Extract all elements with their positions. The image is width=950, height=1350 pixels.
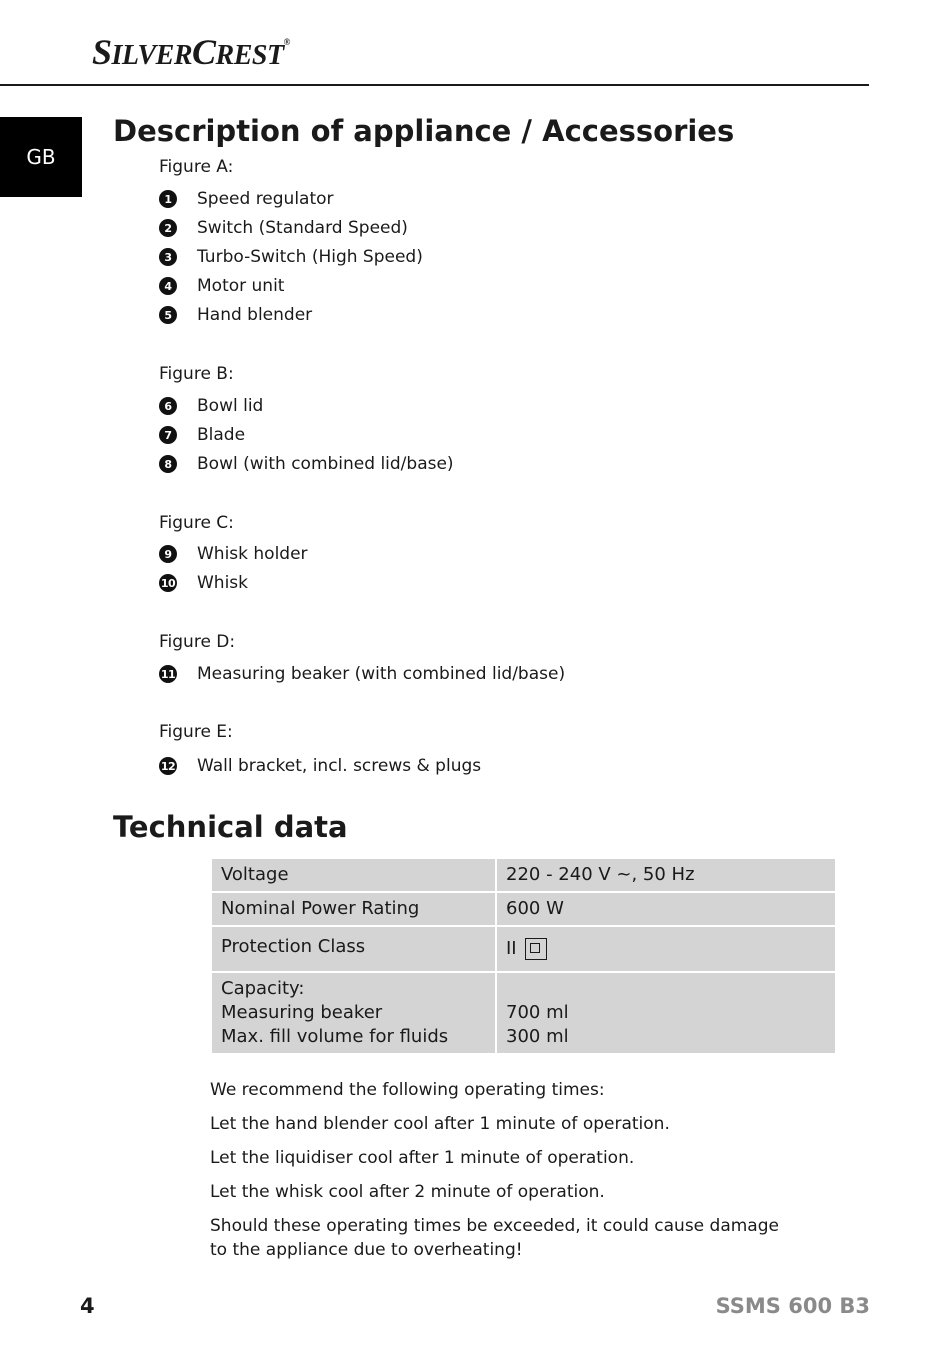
item-number-badge: 11 [159, 665, 177, 683]
table-row [212, 973, 835, 1053]
table-row [212, 893, 835, 925]
table-cell: Capacity: Measuring beaker Max. fill volume for fluids [212, 973, 495, 1053]
list-item: 11 Measuring beaker (with combined lid/base) [160, 664, 566, 684]
list-item: 10 Whisk [160, 573, 249, 593]
model-number: SSMS 600 B3 [715, 1294, 870, 1318]
header-divider [0, 84, 869, 86]
list-item: 8 Bowl (with combined lid/base) [159, 454, 454, 474]
figure-e-label: Figure E: [159, 722, 233, 742]
figure-b-label: Figure B: [159, 364, 234, 384]
item-number-badge: 2 [159, 219, 177, 237]
item-number-badge: 12 [159, 757, 177, 775]
table-cell: Protection Class [212, 927, 495, 971]
language-tab: GB [0, 117, 82, 197]
item-number-badge: 7 [159, 426, 177, 444]
note-paragraph: Let the hand blender cool after 1 minute of operation. [210, 1114, 670, 1134]
brand-logo: SILVERCREST® [92, 32, 290, 72]
table-row [212, 927, 835, 971]
item-number-badge: 8 [159, 455, 177, 473]
item-number-badge: 1 [159, 190, 177, 208]
figure-d-label: Figure D: [159, 632, 236, 652]
list-item: 7 Blade [159, 425, 245, 445]
list-item: 6 Bowl lid [159, 396, 263, 416]
note-paragraph: Should these operating times be exceeded, it could cause damage to the appliance due to overheating! [210, 1216, 779, 1260]
note-paragraph: We recommend the following operating times: [210, 1080, 605, 1100]
item-number-badge: 4 [159, 277, 177, 295]
protection-class-ii-icon [525, 938, 547, 960]
table-cell: 700 ml 300 ml [497, 973, 835, 1053]
figure-c-label: Figure C: [159, 513, 234, 533]
list-item: 12 Wall bracket, incl. screws & plugs [160, 756, 482, 776]
item-number-badge: 5 [159, 306, 177, 324]
section-title-technical-data: Technical data [113, 810, 348, 844]
item-number-badge: 3 [159, 248, 177, 266]
item-number-badge: 6 [159, 397, 177, 415]
technical-data-table [210, 857, 837, 1055]
table-cell: II [497, 927, 835, 971]
page-number: 4 [80, 1294, 95, 1318]
note-paragraph: Let the liquidiser cool after 1 minute of operation. [210, 1148, 635, 1168]
table-cell: Voltage [212, 859, 495, 891]
item-number-badge: 10 [159, 574, 177, 592]
list-item: 3 Turbo-Switch (High Speed) [159, 247, 423, 267]
table-cell: 220 - 240 V ~, 50 Hz [497, 859, 835, 891]
list-item: 5 Hand blender [159, 305, 312, 325]
table-row [212, 859, 835, 891]
list-item: 9 Whisk holder [159, 544, 308, 564]
section-title-description: Description of appliance / Accessories [113, 114, 735, 148]
list-item: 2 Switch (Standard Speed) [159, 218, 408, 238]
figure-a-label: Figure A: [159, 157, 234, 177]
table-cell: 600 W [497, 893, 835, 925]
note-paragraph: Let the whisk cool after 2 minute of operation. [210, 1182, 605, 1202]
registered-mark: ® [283, 37, 290, 47]
list-item: 1 Speed regulator [159, 189, 334, 209]
table-cell: Nominal Power Rating [212, 893, 495, 925]
item-number-badge: 9 [159, 545, 177, 563]
list-item: 4 Motor unit [159, 276, 284, 296]
